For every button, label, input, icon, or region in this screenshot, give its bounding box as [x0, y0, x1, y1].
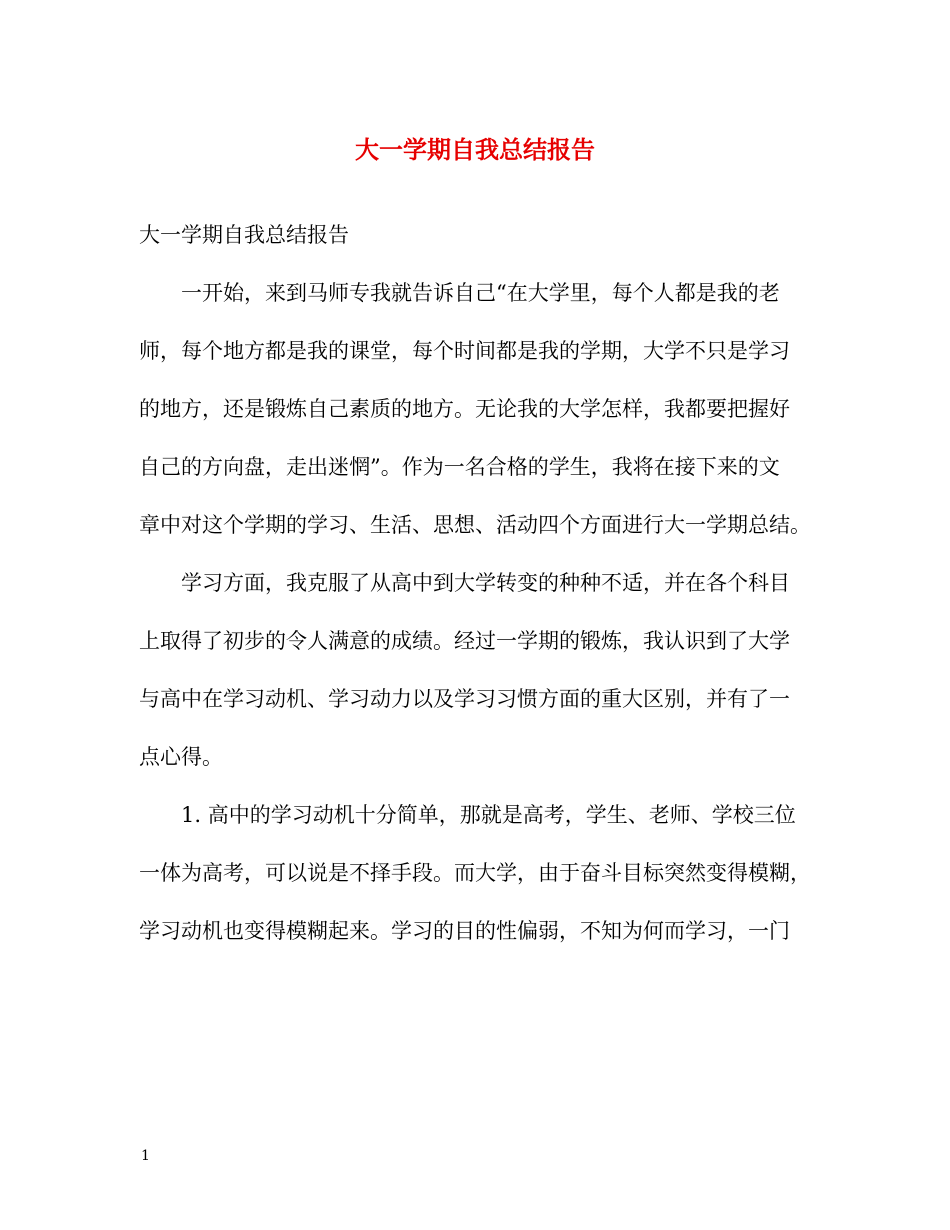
paragraph-line: 一开始，来到马师专我就告诉自己“在大学里，每个人都是我的老 — [181, 281, 780, 305]
paragraph-line: 与高中在学习动机、学习动力以及学习习惯方面的重大区别，并有了一 — [139, 687, 790, 711]
paragraph-line: 自己的方向盘，走出迷惘”。作为一名合格的学生，我将在接下来的文 — [139, 455, 780, 479]
paragraph-line: 1. 高中的学习动机十分简单，那就是高考，学生、老师、学校三位 — [181, 803, 796, 827]
paragraph-line: 一体为高考，可以说是不择手段。而大学，由于奋斗目标突然变得模糊， — [139, 861, 811, 885]
paragraph-line: 点心得。 — [139, 745, 223, 769]
paragraph-line: 的地方，还是锻炼自己素质的地方。无论我的大学怎样，我都要把握好 — [139, 397, 790, 421]
document-body — [139, 212, 819, 966]
paragraph-line: 师，每个地方都是我的课堂，每个时间都是我的学期，大学不只是学习 — [139, 339, 790, 363]
page-number: 1 — [141, 1148, 150, 1164]
paragraph-line: 学习动机也变得模糊起来。学习的目的性偏弱，不知为何而学习，一门 — [139, 919, 790, 943]
section-heading: 大一学期自我总结报告 — [139, 223, 349, 247]
document-title: 大一学期自我总结报告 — [355, 135, 595, 164]
paragraph-line: 学习方面，我克服了从高中到大学转变的种种不适，并在各个科目 — [181, 571, 790, 595]
paragraph-line: 上取得了初步的令人满意的成绩。经过一学期的锻炼，我认识到了大学 — [139, 629, 790, 653]
paragraph-line: 章中对这个学期的学习、生活、思想、活动四个方面进行大一学期总结。 — [139, 513, 811, 537]
